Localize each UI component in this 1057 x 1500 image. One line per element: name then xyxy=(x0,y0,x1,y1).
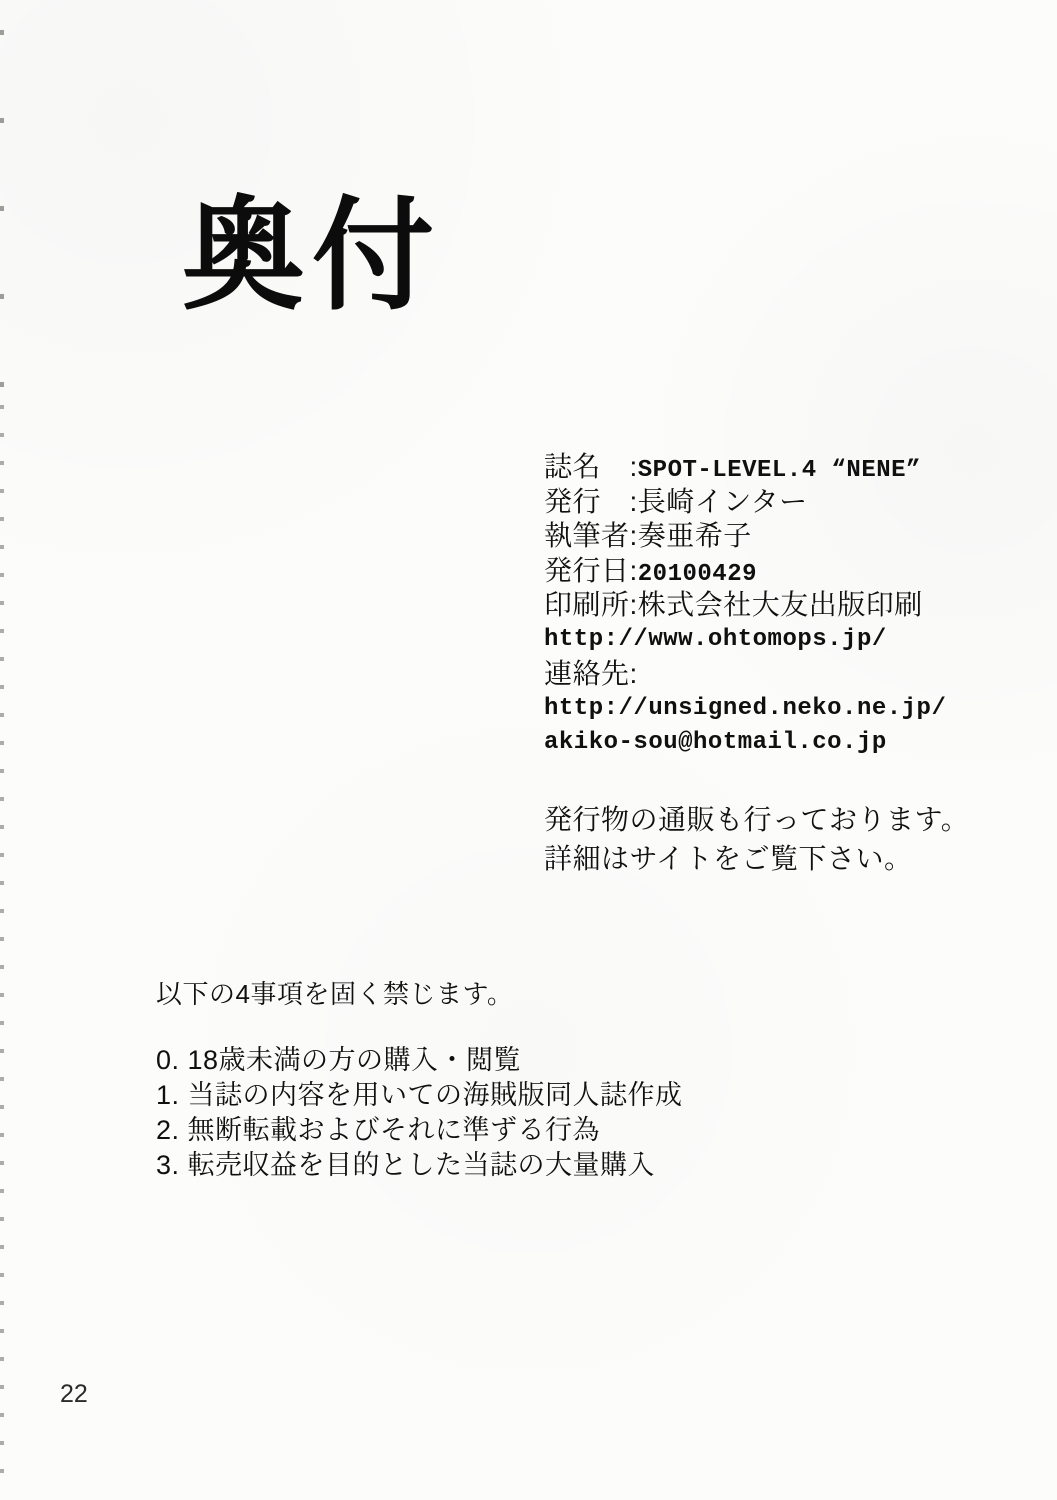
prohibition-heading: 以下の4事項を固く禁じます。 xyxy=(156,979,514,1009)
prohibition-item: 3. 転売収益を目的とした当誌の大量購入 xyxy=(156,1150,656,1180)
scan-edge-specks-bottom xyxy=(0,405,4,1490)
prohibition-item: 1. 当誌の内容を用いての海賊版同人誌作成 xyxy=(156,1080,683,1110)
colophon-label: 誌名 : xyxy=(544,451,638,482)
contact-url-text: http://unsigned.neko.ne.jp/ xyxy=(544,694,947,722)
page-title: 奥付 xyxy=(182,188,442,324)
colophon-line-printer xyxy=(544,588,946,623)
colophon-block xyxy=(544,450,946,761)
note-line: 発行物の通販も行っております。 xyxy=(544,804,970,835)
colophon-label: 印刷所: xyxy=(544,589,638,620)
page-number: 22 xyxy=(60,1380,88,1408)
prohibition-item: 2. 無断転載およびそれに準ずる行為 xyxy=(156,1115,601,1145)
book-title-value: SPOT-LEVEL.4 “NENE” xyxy=(637,457,921,484)
prohibition-item: 0. 18歳未満の方の購入・閲覧 xyxy=(156,1045,522,1075)
printer-url-text: http://www.ohtomops.jp/ xyxy=(544,625,887,653)
publisher-value: 長崎インター xyxy=(637,485,808,517)
author-value: 奏亜希子 xyxy=(637,520,752,551)
contact-label: 連絡先: xyxy=(544,658,638,689)
contact-email-text: akiko-sou@hotmail.co.jp xyxy=(544,729,887,756)
publish-date-value: 20100429 xyxy=(637,560,757,588)
scan-edge-specks-top xyxy=(0,30,4,400)
mail-order-note xyxy=(544,800,969,878)
colophon-label: 発行日: xyxy=(544,554,638,586)
colophon-label: 執筆者: xyxy=(544,520,638,551)
colophon-label: 発行 : xyxy=(544,485,638,517)
colophon-line-date xyxy=(544,554,946,589)
note-line: 詳細はサイトをご覧下さい。 xyxy=(544,843,913,874)
printer-value: 株式会社大友出版印刷 xyxy=(637,589,923,620)
colophon-line-publisher xyxy=(544,485,946,520)
colophon-line-title xyxy=(544,450,946,485)
prohibition-list xyxy=(156,1043,683,1183)
colophon-line-author xyxy=(544,519,946,554)
